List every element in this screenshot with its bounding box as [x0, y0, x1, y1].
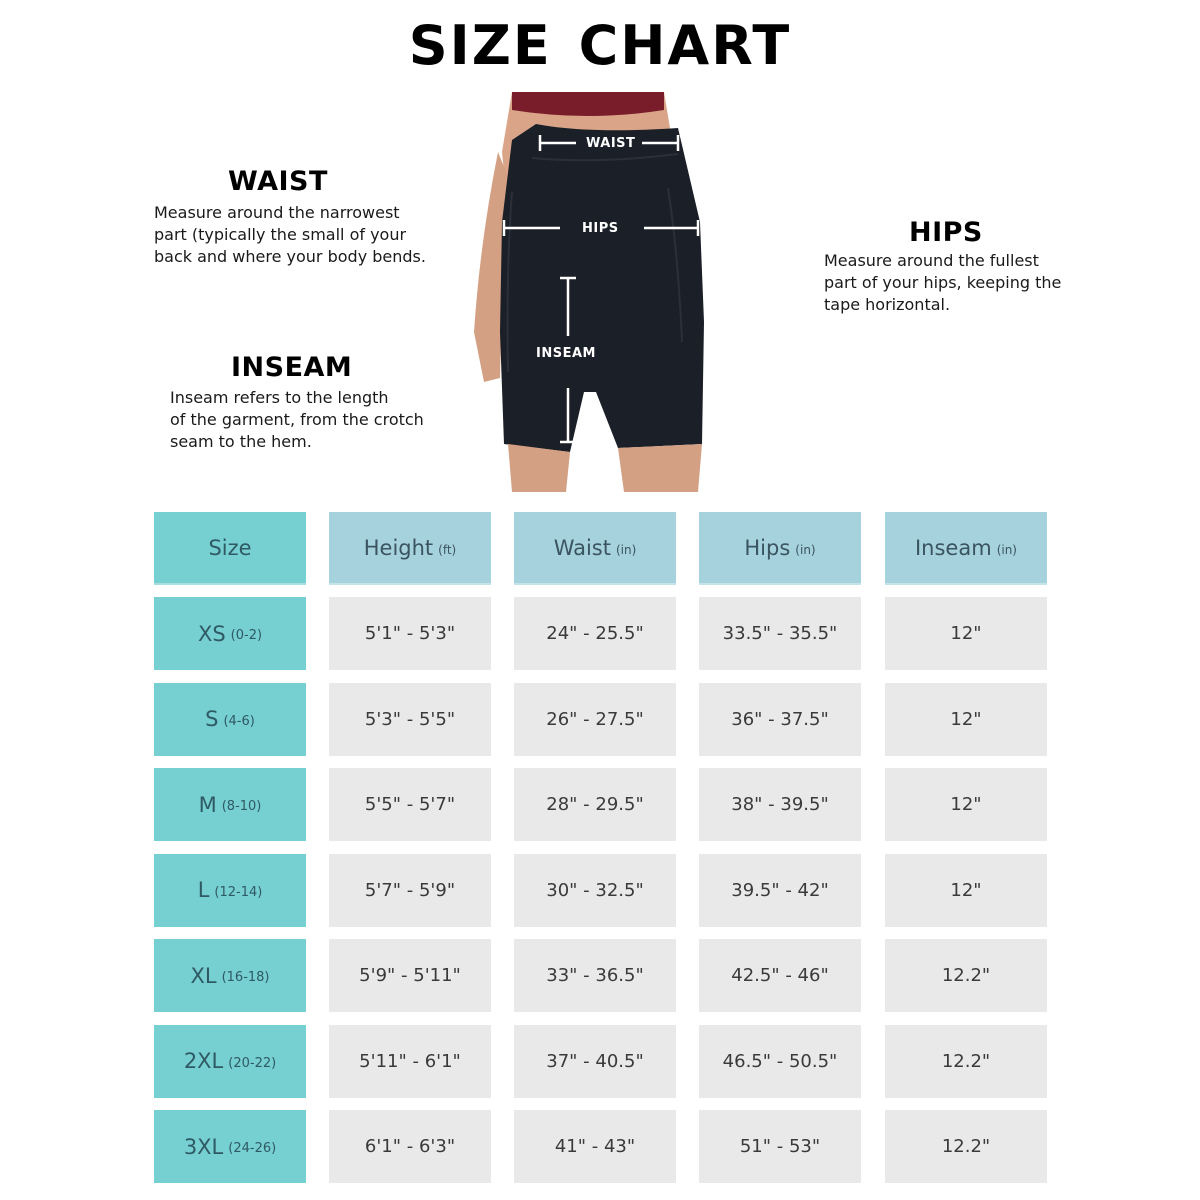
table-cell-waist [514, 1110, 676, 1183]
cell-value: 51" - 53" [739, 1136, 821, 1157]
cell-value: 28" - 29.5" [546, 794, 644, 815]
size-range: (8-10) [221, 799, 262, 814]
waist-description [154, 202, 426, 268]
table-cell-height [329, 683, 491, 756]
right-leg [618, 444, 702, 492]
table-cell-inseam [885, 683, 1047, 756]
cell-value: 12.2" [941, 1050, 991, 1072]
table-cell-waist [514, 1025, 676, 1098]
hips-description-line: Measure around the fullest [824, 251, 1039, 270]
cell-value: 5'3" - 5'5" [364, 708, 456, 730]
size-label: L [197, 878, 210, 902]
size-range: (24-26) [228, 1141, 277, 1156]
cell-value: 12" [950, 879, 982, 901]
size-label: 2XL [183, 1049, 224, 1073]
cell-value: 12" [950, 623, 982, 644]
table-cell-hips [699, 683, 861, 756]
header-inseam [885, 512, 1047, 585]
cell-value: 5'11" - 6'1" [359, 1050, 461, 1072]
inseam-heading: INSEAM [231, 352, 353, 383]
header-waist [514, 512, 676, 585]
table-cell-waist [514, 768, 676, 841]
size-label: 3XL [183, 1134, 224, 1159]
cell-value: 6'1" - 6'3" [364, 1136, 456, 1157]
table-cell-waist [514, 939, 676, 1012]
inseam-description-line: Inseam refers to the length [170, 388, 389, 407]
cell-value: 24" - 25.5" [546, 623, 644, 644]
size-label: S [205, 707, 219, 731]
table-cell-hips [699, 768, 861, 841]
table-cell-inseam [885, 1110, 1047, 1183]
table-cell-size [154, 1025, 306, 1098]
table-cell-height [329, 1025, 491, 1098]
header-hips [699, 512, 861, 585]
cell-value: 41" - 43" [554, 1136, 636, 1157]
table-cell-height [329, 854, 491, 927]
cell-value: 5'5" - 5'7" [364, 794, 456, 815]
cell-value: 30" - 32.5" [546, 879, 644, 901]
hips-heading: HIPS [909, 217, 983, 248]
cell-value: 38" - 39.5" [731, 794, 829, 815]
size-range: (16-18) [221, 970, 270, 985]
size-label: XL [190, 963, 217, 988]
table-cell-size [154, 1110, 306, 1183]
waist-description-line: Measure around the narrowest [154, 203, 400, 222]
table-cell-hips [699, 854, 861, 927]
size-range: (12-14) [214, 884, 263, 900]
table-cell-size [154, 768, 306, 841]
header-label: Height [363, 535, 434, 560]
left-leg [508, 444, 570, 492]
cell-value: 26" - 27.5" [546, 708, 644, 730]
figure-inseam-label: INSEAM [536, 346, 596, 361]
table-cell-inseam [885, 939, 1047, 1012]
table-cell-hips [699, 939, 861, 1012]
header-label: Inseam [914, 535, 992, 560]
figure-waist-label: WAIST [586, 136, 636, 151]
waist-description-line: part (typically the small of your [154, 225, 407, 244]
table-cell-inseam [885, 1025, 1047, 1098]
inseam-description [170, 387, 424, 453]
cell-value: 42.5" - 46" [731, 965, 829, 986]
header-unit: (in) [616, 542, 637, 557]
size-range: (0-2) [230, 628, 263, 643]
header-label: Hips [744, 535, 791, 560]
table-cell-height [329, 768, 491, 841]
table-cell-hips [699, 1110, 861, 1183]
cell-value: 12.2" [941, 965, 991, 986]
table-cell-inseam [885, 768, 1047, 841]
size-label: XS [197, 621, 226, 646]
header-unit: (ft) [438, 542, 457, 557]
cell-value: 37" - 40.5" [546, 1050, 644, 1072]
figure-hips-label: HIPS [582, 221, 619, 236]
table-cell-inseam [885, 597, 1047, 670]
header-label: Size [208, 535, 252, 560]
cell-value: 46.5" - 50.5" [722, 1050, 838, 1072]
table-cell-height [329, 939, 491, 1012]
cell-value: 33" - 36.5" [546, 965, 644, 986]
shorts [500, 124, 704, 452]
table-cell-waist [514, 854, 676, 927]
cell-value: 39.5" - 42" [731, 879, 829, 901]
cell-value: 36" - 37.5" [731, 708, 829, 730]
table-cell-waist [514, 597, 676, 670]
cell-value: 12" [950, 708, 982, 730]
table-cell-hips [699, 1025, 861, 1098]
table-cell-size [154, 939, 306, 1012]
inseam-description-line: seam to the hem. [170, 432, 312, 451]
cell-value: 5'7" - 5'9" [364, 879, 456, 901]
shorts-illustration [468, 92, 708, 492]
cell-value: 12" [950, 794, 982, 815]
hips-description-line: part of your hips, keeping the [824, 273, 1062, 292]
table-cell-size [154, 597, 306, 670]
size-range: (4-6) [223, 713, 255, 729]
table-cell-waist [514, 683, 676, 756]
cell-value: 12.2" [941, 1136, 991, 1157]
header-size [154, 512, 306, 585]
waist-description-line: back and where your body bends. [154, 247, 426, 266]
header-unit: (in) [795, 542, 816, 557]
table-cell-height [329, 1110, 491, 1183]
waist-heading: WAIST [228, 166, 328, 197]
hips-description-line: tape horizontal. [824, 295, 951, 314]
cell-value: 5'1" - 5'3" [364, 623, 456, 644]
inseam-description-line: of the garment, from the crotch [170, 410, 424, 429]
header-label: Waist [553, 535, 611, 560]
table-cell-size [154, 683, 306, 756]
model-figure [468, 92, 708, 492]
table-cell-inseam [885, 854, 1047, 927]
crop-top [512, 92, 664, 116]
hips-description [824, 250, 1061, 316]
table-cell-hips [699, 597, 861, 670]
table-cell-height [329, 597, 491, 670]
header-unit: (in) [996, 542, 1017, 557]
size-label: M [198, 792, 217, 817]
size-range: (20-22) [228, 1055, 277, 1071]
table-cell-size [154, 854, 306, 927]
cell-value: 5'9" - 5'11" [359, 965, 461, 986]
page-title: SIZE CHART [408, 14, 792, 77]
cell-value: 33.5" - 35.5" [722, 623, 838, 644]
header-height [329, 512, 491, 585]
